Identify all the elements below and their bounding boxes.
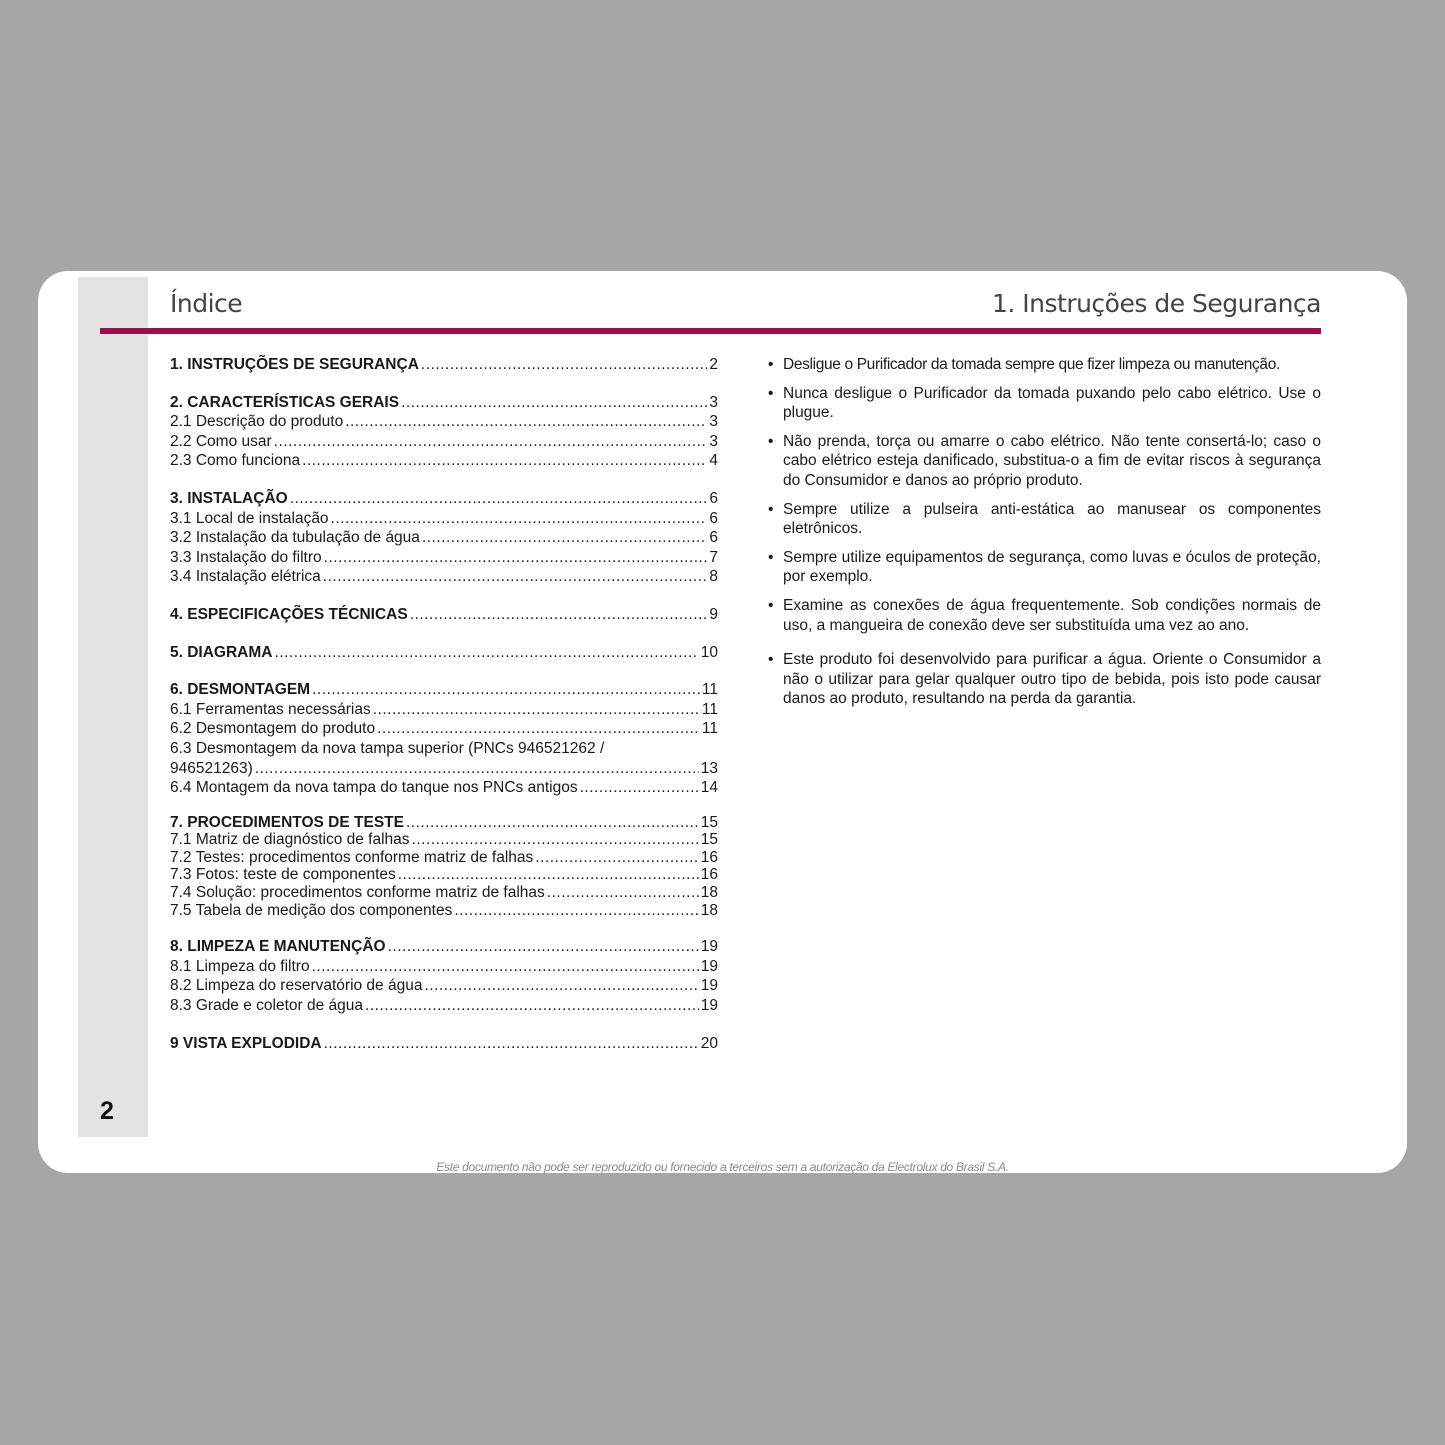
toc-entry-title: 7.1 Matriz de diagnóstico de falhas [170, 831, 410, 849]
toc-leader-dots [377, 719, 700, 739]
safety-item [765, 548, 1321, 587]
bullet-icon: • [768, 432, 774, 450]
toc-entry[interactable] [170, 957, 718, 977]
toc-entry-title: 7.3 Fotos: teste de componentes [170, 866, 396, 884]
toc-entry-title: 8.1 Limpeza do filtro [170, 957, 310, 975]
toc-leader-dots [410, 605, 708, 625]
safety-item-text: Sempre utilize a pulseira anti-estática ao manusear os componentes eletrônicos. [783, 500, 1321, 538]
toc-entry-page: 9 [709, 605, 718, 623]
toc-entry-title: 7.4 Solução: procedimentos conforme matriz de falhas [170, 884, 545, 902]
toc-leader-dots [274, 432, 708, 452]
toc-entry-title: 8.3 Grade e coletor de água [170, 997, 364, 1015]
toc-entry-title: 9 VISTA EXPLODIDA [170, 1034, 322, 1052]
toc-leader-dots [547, 884, 699, 902]
toc-entry-page: 6 [709, 529, 718, 547]
toc-entry-title: 6.4 Montagem da nova tampa do tanque nos PNCs antigos [170, 779, 578, 797]
toc-entry[interactable] [170, 680, 718, 700]
toc-leader-dots [373, 700, 700, 720]
bullet-icon: • [768, 356, 774, 373]
toc-entry[interactable] [170, 778, 718, 798]
heading-divider [100, 328, 1321, 334]
toc-entry-page: 6 [709, 489, 718, 507]
toc-entry[interactable] [170, 548, 718, 568]
copyright-footer: Este documento não pode ser reproduzido ou fornecido a terceiros sem a autorização da Electrolux do Brasil S.A. [436, 1160, 1009, 1174]
page-number: 2 [100, 1097, 114, 1125]
toc-leader-dots [312, 680, 700, 700]
toc-entry-title: 7.5 Tabela de medição dos componentes [170, 901, 453, 919]
toc-entry-page: 19 [700, 977, 718, 995]
document-page [38, 271, 1407, 1173]
toc-entry-page: 16 [700, 866, 718, 884]
toc-entry-title: 2.2 Como usar [170, 432, 272, 450]
toc-entry[interactable] [170, 509, 718, 529]
toc-leader-dots [401, 393, 707, 413]
toc-leader-dots [406, 814, 699, 832]
toc-leader-dots [323, 567, 708, 587]
toc-entry-page: 11 [701, 700, 718, 718]
bullet-icon: • [768, 548, 774, 566]
toc-entry-title: 8.2 Limpeza do reservatório de água [170, 977, 423, 995]
toc-entry-page: 18 [700, 884, 718, 902]
toc-entry[interactable] [170, 355, 718, 375]
toc-entry-page: 18 [700, 901, 718, 919]
toc-leader-dots [421, 355, 707, 375]
toc-entry[interactable] [170, 884, 718, 902]
toc-entry[interactable] [170, 937, 718, 957]
toc-entry-title: 3.3 Instalação do filtro [170, 548, 322, 566]
toc-entry[interactable] [170, 528, 718, 548]
toc-entry-title: 2. CARACTERÍSTICAS GERAIS [170, 393, 400, 411]
toc-entry-page: 13 [700, 759, 718, 777]
toc-leader-dots [398, 866, 699, 884]
toc-entry-page: 10 [700, 643, 718, 661]
toc-entry-title: 7.2 Testes: procedimentos conforme matriz de falhas [170, 848, 534, 866]
toc-entry[interactable] [170, 700, 718, 720]
toc-entry[interactable] [170, 719, 718, 739]
toc-entry-page: 19 [700, 957, 718, 975]
toc-leader-dots [365, 996, 699, 1016]
toc-entry-title: 4. ESPECIFICAÇÕES TÉCNICAS [170, 605, 408, 623]
toc-entry-page: 6 [709, 509, 718, 527]
toc-leader-dots [302, 451, 707, 471]
toc-entry-title: 6. DESMONTAGEM [170, 681, 311, 699]
toc-leader-dots [422, 528, 707, 548]
toc-entry[interactable] [170, 902, 718, 920]
toc-entry-title: 3.2 Instalação da tubulação de água [170, 529, 420, 547]
toc-entry[interactable] [170, 643, 718, 663]
bullet-icon: • [768, 651, 774, 669]
toc-entry-page: 20 [700, 1034, 718, 1052]
toc-entry[interactable] [170, 605, 718, 625]
toc-entry-title: 1. INSTRUÇÕES DE SEGURANÇA [170, 356, 419, 373]
toc-entry[interactable] [170, 451, 718, 471]
toc-entry[interactable] [170, 759, 718, 779]
toc-leader-dots [412, 831, 699, 849]
toc-entry-title: 2.3 Como funciona [170, 452, 301, 470]
safety-instructions-list [765, 355, 1321, 718]
index-heading: Índice [170, 289, 243, 318]
safety-item [765, 432, 1321, 491]
safety-item-text: Nunca desligue o Purificador da tomada puxando pelo cabo elétrico. Use o plugue. [783, 384, 1321, 422]
toc-entry-page: 2 [709, 356, 718, 373]
toc-entry-page: 7 [709, 548, 718, 566]
page-sidebar-strip [78, 277, 148, 1137]
safety-item [765, 650, 1321, 709]
toc-entry[interactable] [170, 489, 718, 509]
toc-leader-dots [345, 412, 707, 432]
toc-entry-page: 16 [700, 848, 718, 866]
safety-item [765, 384, 1321, 423]
safety-item [765, 500, 1321, 539]
safety-item-text: Sempre utilize equipamentos de segurança, como luvas e óculos de proteção, por exemplo. [783, 548, 1321, 586]
toc-leader-dots [388, 937, 699, 957]
toc-entry[interactable] [170, 866, 718, 884]
toc-entry-title: 7. PROCEDIMENTOS DE TESTE [170, 813, 404, 831]
safety-item-text: Este produto foi desenvolvido para purificar a água. Oriente o Consumidor a não o utilizar para gelar qualquer outro tipo de bebida, pois isto pode causar danos ao produto, resultando na perda da garantia. [783, 651, 1321, 708]
toc-leader-dots [580, 778, 699, 798]
toc-entry-title: 6.1 Ferramentas necessárias [170, 700, 371, 718]
toc-entry[interactable] [170, 831, 718, 849]
safety-item-text: Não prenda, torça ou amarre o cabo elétrico. Não tente consertá-lo; caso o cabo elétrico esteja danificado, substitua-o a fim de evitar riscos à segurança do Consumidor e danos ao próprio produto. [783, 432, 1321, 489]
toc-leader-dots [290, 489, 708, 509]
bullet-icon: • [768, 384, 774, 402]
toc-entry-title: 5. DIAGRAMA [170, 643, 273, 661]
toc-entry[interactable] [170, 1034, 718, 1054]
toc-leader-dots [331, 509, 708, 529]
toc-entry-title: 3.1 Local de instalação [170, 509, 329, 527]
toc-entry-title: 6.2 Desmontagem do produto [170, 720, 376, 738]
bullet-icon: • [768, 500, 774, 518]
toc-entry-title-line2: 946521263) [170, 759, 253, 777]
toc-entry-page: 15 [700, 813, 718, 831]
toc-entry[interactable] [170, 996, 718, 1016]
toc-entry-title: 8. LIMPEZA E MANUTENÇÃO [170, 938, 386, 956]
toc-entry[interactable] [170, 567, 718, 587]
table-of-contents [170, 355, 718, 1053]
toc-leader-dots [535, 849, 698, 867]
toc-entry[interactable] [170, 412, 718, 432]
toc-leader-dots [324, 548, 708, 568]
toc-entry[interactable] [170, 849, 718, 867]
toc-entry-title: 2.1 Descrição do produto [170, 413, 344, 431]
toc-entry-page: 11 [701, 720, 718, 738]
toc-entry[interactable] [170, 976, 718, 996]
toc-entry-page: 3 [709, 432, 718, 450]
toc-entry-page: 3 [709, 413, 718, 431]
toc-entry[interactable] [170, 393, 718, 413]
bullet-icon: • [768, 596, 774, 614]
toc-entry-page: 14 [700, 779, 718, 797]
toc-entry-title: 3. INSTALAÇÃO [170, 489, 288, 507]
safety-item [765, 355, 1321, 375]
safety-item-text: Examine as conexões de água frequentemente. Sob condições normais de uso, a mangueira de conexão deve ser substituída uma vez ao ano. [783, 596, 1321, 634]
toc-leader-dots [324, 1034, 699, 1054]
toc-entry-page: 19 [700, 997, 718, 1015]
toc-leader-dots [454, 902, 698, 920]
toc-entry-page: 11 [701, 681, 718, 699]
safety-item [765, 596, 1321, 635]
toc-entry-page: 19 [700, 938, 718, 956]
toc-leader-dots [424, 976, 698, 996]
toc-entry-title-line1[interactable]: 6.3 Desmontagem da nova tampa superior (PNCs 946521262 / [170, 739, 605, 757]
safety-item-text: Desligue o Purificador da tomada sempre que fizer limpeza ou manutenção. [783, 356, 1280, 373]
toc-entry-page: 8 [709, 568, 718, 586]
section-heading: 1. Instruções de Segurança [991, 289, 1321, 318]
toc-entry-page: 15 [700, 831, 718, 849]
toc-entry-page: 4 [709, 452, 718, 470]
toc-entry-page: 3 [709, 393, 718, 411]
toc-leader-dots [274, 643, 698, 663]
toc-leader-dots [255, 759, 699, 779]
toc-entry[interactable] [170, 814, 718, 832]
toc-entry[interactable] [170, 432, 718, 452]
toc-entry-title: 3.4 Instalação elétrica [170, 568, 321, 586]
toc-leader-dots [312, 957, 699, 977]
